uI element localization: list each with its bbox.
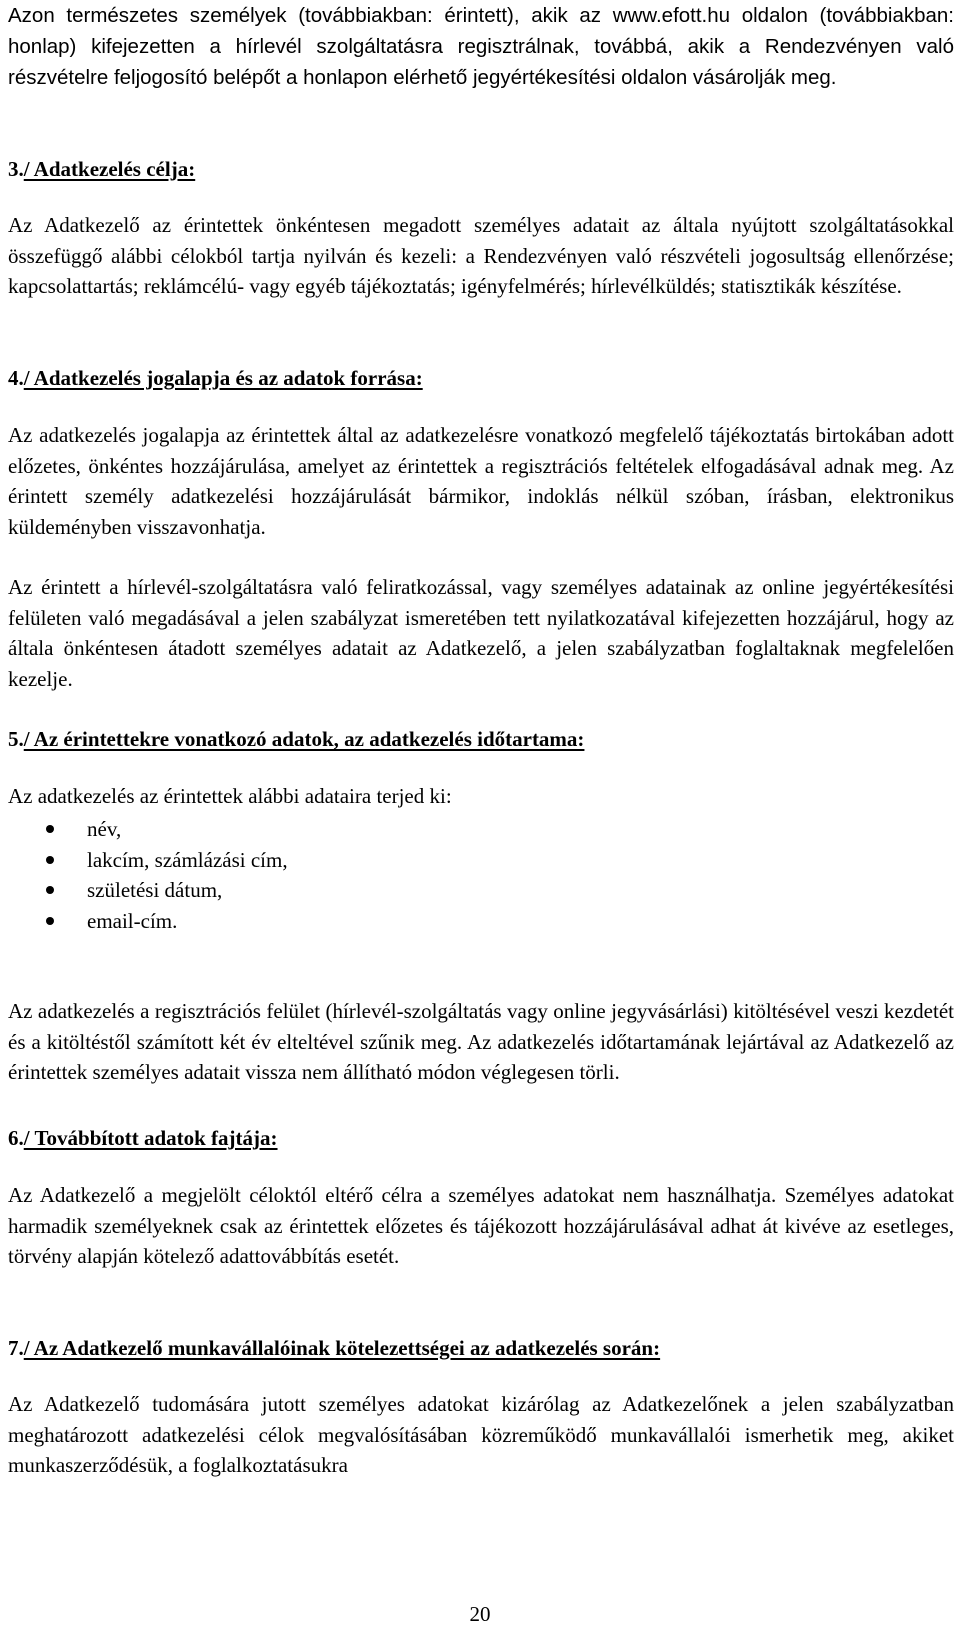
- section-3-title: / Adatkezelés célja:: [23, 157, 196, 181]
- section-5-data-list: [8, 814, 608, 936]
- section-7-heading: [8, 1333, 660, 1364]
- intro-paragraph: Azon természetes személyek (továbbiakban: érintett), akik az www.efott.hu oldalon (továbbiakban: honlap) kifejezetten a hírlevél szolgáltatásra regisztrálnak, továbbá, akik a Rendezvényen való részvételre feljogosító belépőt a honlapon elérhető jegyértékesítési oldalon vásárolják meg.: [8, 4, 954, 89]
- page-number: 20: [469, 1602, 491, 1626]
- section-3-number: 3.: [8, 157, 24, 181]
- section-4-body-1: Az adatkezelés jogalapja az érintettek által az adatkezelésre vonatkozó megfelelő tájékoztatás birtokában adott előzetes, önkéntes hozzájárulása, amelyet az érintettek a regisztrációs feltételek elfogadásával adnak meg. Az érintett személy adatkezelési hozzájárulását bármikor, indoklás nélkül szóban, írásban, elektronikus küldeményben visszavonhatja.: [8, 423, 954, 539]
- section-6-number: 6.: [8, 1126, 24, 1150]
- list-item: név,: [8, 814, 608, 845]
- bullet-icon: [46, 917, 54, 925]
- section-3-body: Az Adatkezelő az érintettek önkéntesen megadott személyes adatait az általa nyújtott szolgáltatásokkal összefüggő alábbi célokból tartja nyilván és kezeli: a Rendezvényen való részvételi jogosultság ellenőrzése; kapcsolattartás; reklámcélú- vagy egyéb tájékoztatás; igényfelmérés; hírlevélküldés; statisztikák készítése.: [8, 213, 954, 298]
- section-6-title: / Továbbított adatok fajtája:: [23, 1126, 278, 1150]
- list-item: lakcím, számlázási cím,: [8, 845, 608, 876]
- section-7-title: / Az Adatkezelő munkavállalóinak kötelezettségei az adatkezelés során:: [23, 1336, 661, 1360]
- bullet-icon: [46, 856, 54, 864]
- section-4-number: 4.: [8, 366, 24, 390]
- bullet-icon: [46, 825, 54, 833]
- list-item: születési dátum,: [8, 875, 608, 906]
- section-5-body: Az adatkezelés a regisztrációs felület (hírlevél-szolgáltatás vagy online jegyvásárlási) kitöltésével veszi kezdetét és a kitöltéstől számított két év elteltével szűnik meg. Az adatkezelés időtartamának lejártával az Adatkezelő az érintettek személyes adatait vissza nem állítható módon véglegesen törli.: [8, 999, 954, 1084]
- section-5-heading: [8, 724, 584, 755]
- section-4-heading: [8, 363, 423, 394]
- section-5-lead: Az adatkezelés az érintettek alábbi adataira terjed ki:: [8, 784, 452, 808]
- bullet-icon: [46, 886, 54, 894]
- list-item: email-cím.: [8, 906, 608, 937]
- section-3-heading: [8, 154, 195, 185]
- section-7-number: 7.: [8, 1336, 24, 1360]
- section-7-body: Az Adatkezelő tudomására jutott személyes adatokat kizárólag az Adatkezelőnek a jelen szabályzatban meghatározott adatkezelési célok megvalósításában közreműködő munkavállalói ismerhetik meg, akiket munkaszerződésük, a foglalkoztatásukra: [8, 1392, 954, 1477]
- section-6-heading: [8, 1123, 278, 1154]
- section-4-body-2: Az érintett a hírlevél-szolgáltatásra való feliratkozással, vagy személyes adatainak az online jegyértékesítési felületen való megadásával a jelen szabályzat ismeretében tett nyilatkozatával kifejezetten hozzájárul, hogy az általa önkéntesen átadott személyes adatait az Adatkezelő, a jelen szabályzatban foglaltaknak megfelelően kezelje.: [8, 575, 954, 691]
- section-6-body: Az Adatkezelő a megjelölt céloktól eltérő célra a személyes adatokat nem használhatja. Személyes adatokat harmadik személyeknek csak az érintettek előzetes és tájékozott hozzájárulásával adhat át kivéve az esetleges, törvény alapján kötelező adattovábbítás esetét.: [8, 1183, 954, 1268]
- section-4-title: / Adatkezelés jogalapja és az adatok forrása:: [23, 366, 423, 390]
- section-5-title: / Az érintettekre vonatkozó adatok, az adatkezelés időtartama:: [23, 727, 585, 751]
- section-5-number: 5.: [8, 727, 24, 751]
